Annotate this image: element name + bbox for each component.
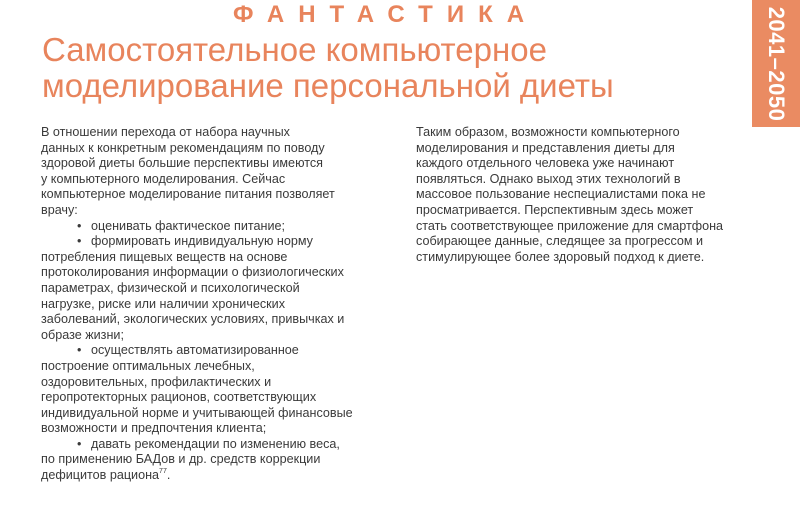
bullet-icon: • xyxy=(77,234,82,249)
intro-line: данных к конкретным рекомендациям по поводу xyxy=(41,140,325,155)
paragraph-line: каждого отдельного человека уже начинают xyxy=(416,156,675,171)
paragraph-line: Таким образом, возможности компьютерного xyxy=(416,125,680,139)
bullet-continuation: по применению БАДов и др. средств коррекции xyxy=(41,452,321,467)
bullet-text: оценивать фактическое питание; xyxy=(91,218,285,233)
bullet-continuation: заболеваний, экологических условиях, привычках и xyxy=(41,312,345,327)
section-kicker: ФАНТАСТИКА xyxy=(233,1,539,28)
bullet-continuation: протоколирования информации о физиологических xyxy=(41,265,344,280)
bullet-item xyxy=(41,234,386,250)
paragraph-line: моделирования и представления диеты для xyxy=(416,140,675,155)
footnote-reference: 77 xyxy=(159,468,167,476)
paragraph-line: стимулирующее более здоровый подход к диете. xyxy=(416,249,705,264)
paragraph-line: стать соответствующее приложение для смартфона xyxy=(416,218,724,233)
left-column xyxy=(41,125,386,484)
period-tab-label: 2041–2050 xyxy=(764,6,789,121)
bullet-icon: • xyxy=(77,436,82,451)
period-tab xyxy=(752,0,800,127)
bullet-icon: • xyxy=(77,343,82,358)
last-line-punct: . xyxy=(166,468,171,483)
intro-line: компьютерное моделирование питания позволяет xyxy=(41,187,335,202)
bullet-continuation: образе жизни; xyxy=(41,327,124,342)
last-line xyxy=(41,468,386,484)
bullet-text: давать рекомендации по изменению веса, xyxy=(91,436,340,451)
intro-line: здоровой диеты большие перспективы имеются xyxy=(41,156,323,171)
bullet-icon: • xyxy=(77,218,82,233)
bullet-continuation: оздоровительных, профилактических и xyxy=(41,374,272,389)
intro-line: В отношении перехода от набора научных xyxy=(41,125,290,139)
bullet-continuation: индивидуальной норме и учитывающей финансовые xyxy=(41,405,353,420)
right-column xyxy=(416,125,742,265)
bullet-item xyxy=(41,219,386,235)
bullet-continuation: построение оптимальных лечебных, xyxy=(41,358,255,373)
paragraph-line: собирающее данные, следящее за прогрессом и xyxy=(416,234,704,249)
bullet-text: формировать индивидуальную норму xyxy=(91,234,313,249)
bullet-text: осуществлять автоматизированное xyxy=(91,343,299,358)
paragraph-line: просматривается. Перспективным здесь может xyxy=(416,202,694,217)
bullet-continuation: возможности и предпочтения клиента; xyxy=(41,421,267,436)
bullet-item xyxy=(41,343,386,359)
intro-line: у компьютерного моделирования. Сейчас xyxy=(41,171,286,186)
bullet-continuation: параметрах, физической и психологической xyxy=(41,280,300,295)
paragraph-line: массовое пользование неспециалистами пока не xyxy=(416,187,706,202)
bullet-item xyxy=(41,437,386,453)
bullet-continuation: потребления пищевых веществ на основе xyxy=(41,249,288,264)
last-line-text: дефицитов рациона xyxy=(41,468,160,483)
intro-line: врачу: xyxy=(41,202,78,217)
paragraph-line: появляться. Однако выход этих технологий в xyxy=(416,171,681,186)
bullet-continuation: геропротекторных рационов, соответствующих xyxy=(41,390,317,405)
page-title: Самостоятельное компьютерное моделирование персональной диеты xyxy=(42,31,614,104)
bullet-continuation: нагрузке, риске или наличии хронических xyxy=(41,296,286,311)
